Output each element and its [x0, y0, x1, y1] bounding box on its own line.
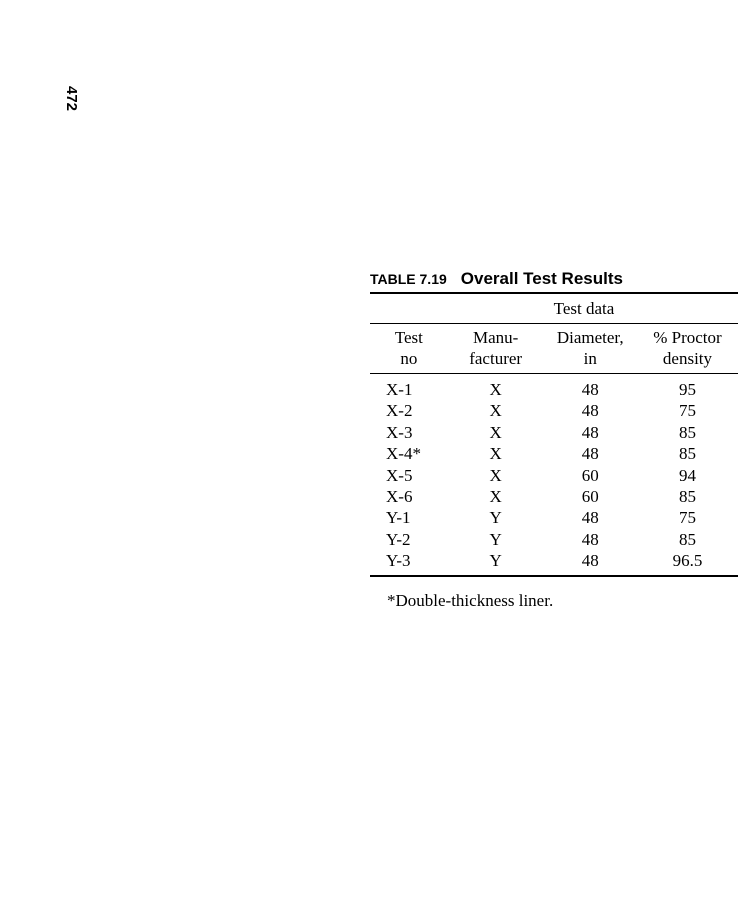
table-row [370, 422, 738, 443]
table-row [370, 529, 738, 550]
table-row [370, 507, 738, 528]
table-row [370, 465, 738, 486]
cell-manufacturer: X [489, 487, 502, 507]
cell-test-no: Y-3 [386, 551, 411, 571]
column-header-test-no: Test no [370, 324, 448, 374]
results-table-block [370, 268, 738, 611]
cell-diameter: 48 [581, 422, 599, 442]
table-row [370, 374, 738, 401]
cell-test-no: X-5 [386, 465, 413, 485]
table-bottom-rule [370, 575, 738, 577]
table-row [370, 550, 738, 574]
cell-manufacturer: Y [489, 508, 502, 528]
column-header-proctor-density: % Proctor density [637, 324, 738, 374]
cell-proctor-density: 85 [678, 422, 696, 442]
cell-manufacturer: Y [489, 529, 502, 549]
cell-manufacturer: Y [489, 551, 502, 571]
cell-proctor-density: 85 [678, 487, 696, 507]
cell-diameter: 48 [581, 508, 599, 528]
cell-proctor-density: 75 [678, 508, 696, 528]
cell-diameter: 48 [581, 401, 599, 421]
cell-proctor-density: 96.5 [672, 551, 703, 571]
table-row [370, 486, 738, 507]
cell-manufacturer: X [489, 380, 502, 399]
cell-diameter: 48 [581, 551, 599, 571]
cell-test-no: X-3 [386, 422, 413, 442]
header-row [370, 324, 738, 374]
cell-diameter: 48 [581, 380, 599, 399]
cell-proctor-density: 85 [678, 444, 696, 464]
cell-diameter: 48 [581, 444, 599, 464]
table-row [370, 400, 738, 421]
cell-test-no: X-6 [386, 487, 413, 507]
table-footnote: *Double-thickness liner. [387, 590, 554, 610]
cell-manufacturer: X [489, 401, 502, 421]
cell-diameter: 60 [581, 465, 599, 485]
column-header-manufacturer: Manu- facturer [448, 324, 544, 374]
page-number: 472 [63, 86, 80, 112]
cell-diameter: 60 [581, 487, 599, 507]
cell-manufacturer: X [489, 465, 502, 485]
cell-test-no: X-4* [386, 444, 421, 464]
results-table [370, 324, 738, 575]
cell-test-no: Y-1 [386, 508, 411, 528]
table-body [370, 374, 738, 575]
table-caption [370, 268, 738, 292]
cell-manufacturer: X [489, 444, 502, 464]
cell-proctor-density: 95 [678, 380, 696, 399]
column-header-diameter: Diameter, in [544, 324, 637, 374]
group-header: Test data [370, 294, 738, 324]
cell-proctor-density: 85 [678, 529, 696, 549]
table-row [370, 443, 738, 464]
cell-proctor-density: 75 [678, 401, 696, 421]
cell-manufacturer: X [489, 422, 502, 442]
cell-proctor-density: 94 [678, 465, 696, 485]
table-label: TABLE 7.19 [370, 271, 447, 287]
cell-diameter: 48 [581, 529, 599, 549]
cell-test-no: X-1 [386, 380, 413, 399]
cell-test-no: Y-2 [386, 529, 411, 549]
table-title: Overall Test Results [460, 269, 623, 288]
cell-test-no: X-2 [386, 401, 413, 421]
